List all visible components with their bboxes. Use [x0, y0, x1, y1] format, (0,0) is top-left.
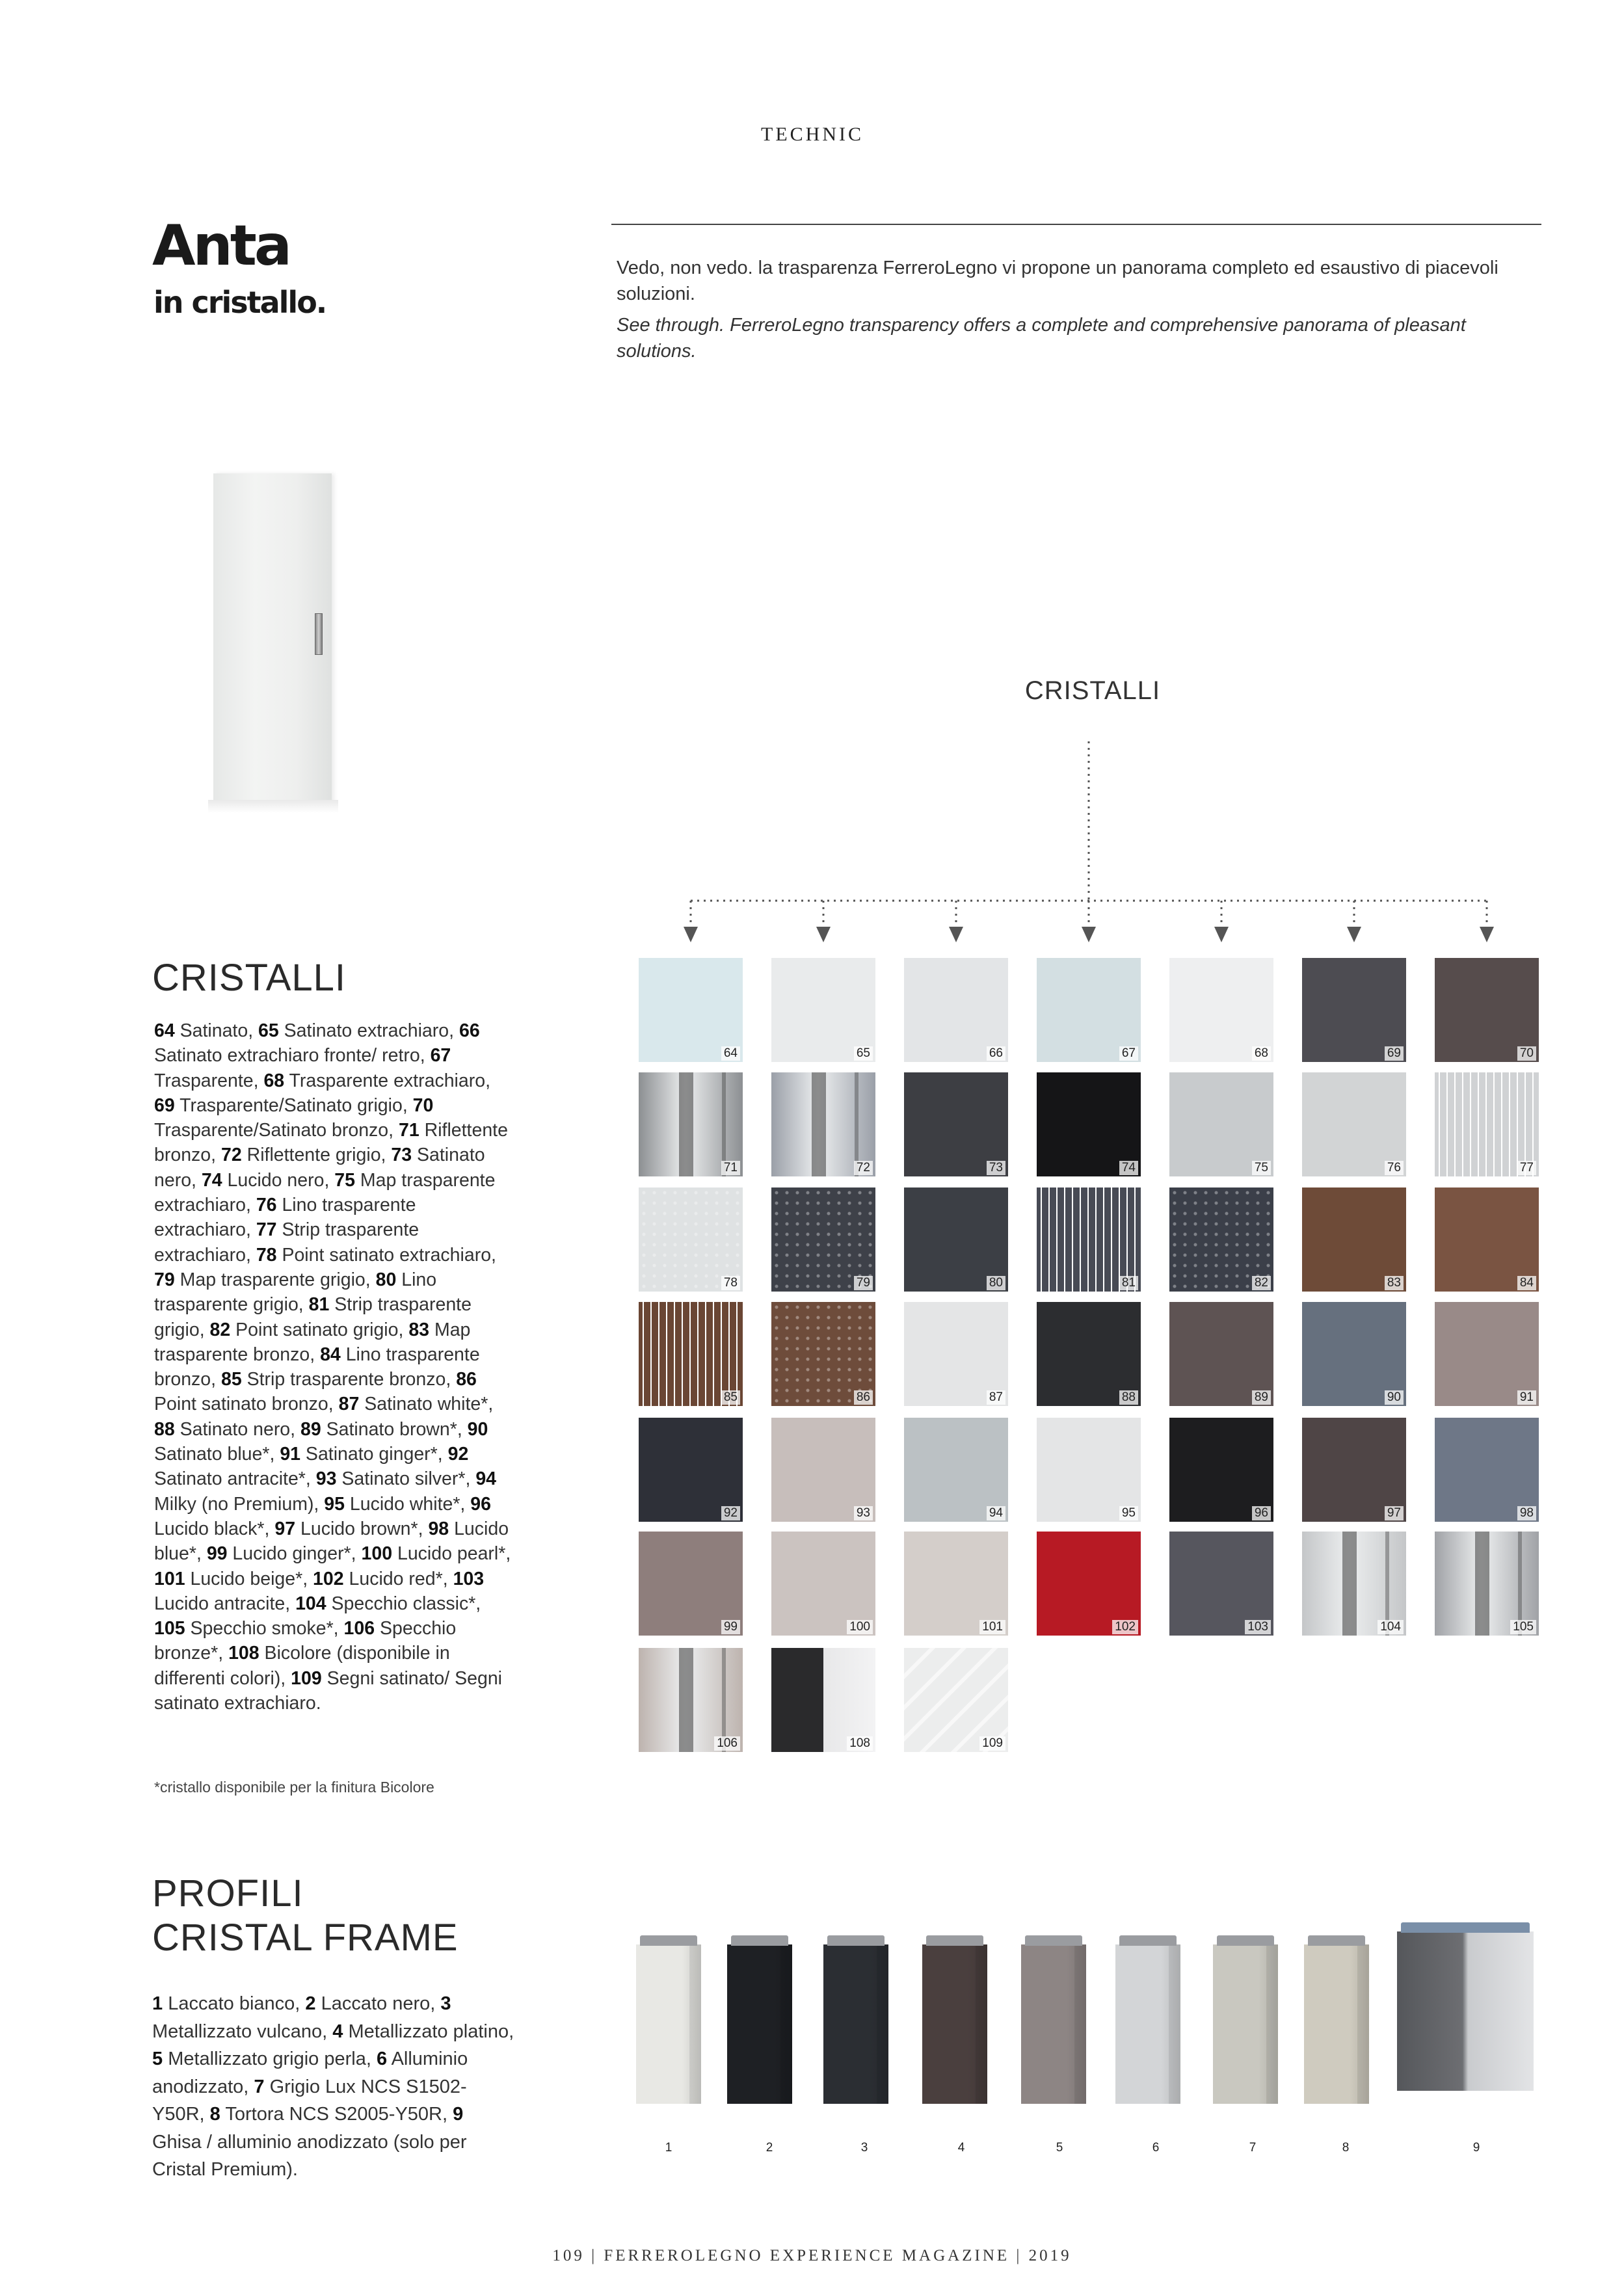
diagram-label: CRISTALLI — [1024, 676, 1161, 705]
cristallo-code: 79 — [154, 1269, 175, 1290]
cristallo-name: Lucido red*, — [343, 1568, 453, 1589]
cristallo-code: 77 — [256, 1219, 277, 1241]
profile-number: 8 — [1342, 2141, 1350, 2155]
swatch-80 — [904, 1187, 1008, 1292]
door-shadow — [208, 800, 338, 813]
magazine-name: FERREROLEGNO EXPERIENCE MAGAZINE — [604, 2247, 1010, 2264]
swatch-89 — [1169, 1302, 1273, 1406]
arrow-down-icon — [684, 927, 698, 942]
swatch-number: 90 — [1385, 1390, 1404, 1405]
cristallo-code: 84 — [320, 1344, 341, 1365]
cristalli-tree-diagram — [650, 735, 1509, 949]
swatch-number: 102 — [1112, 1620, 1138, 1634]
profile-sample-3 — [823, 1944, 888, 2104]
swatch-77 — [1435, 1072, 1539, 1176]
swatch-number: 81 — [1119, 1276, 1138, 1290]
footnote: *cristallo disponibile per la finitura Bicolore — [154, 1779, 434, 1796]
swatch-72 — [771, 1072, 875, 1176]
swatch-number: 91 — [1517, 1390, 1536, 1405]
cristallo-code: 90 — [467, 1418, 488, 1440]
cristallo-code: 83 — [408, 1319, 430, 1340]
arrow-down-icon — [1082, 927, 1096, 942]
cristallo-code: 68 — [263, 1070, 285, 1091]
swatch-number: 82 — [1252, 1276, 1271, 1290]
cristallo-code: 87 — [338, 1394, 360, 1415]
cristallo-name: Segni satinato/ Segni satinato extrachiaro. — [154, 1667, 502, 1714]
cristallo-name: Bicolore (disponibile in differenti colori), — [154, 1643, 450, 1689]
profile-number: 9 — [1472, 2141, 1480, 2155]
swatch-108 — [771, 1648, 875, 1752]
swatch-number: 109 — [979, 1736, 1005, 1751]
profile-top — [1119, 1935, 1177, 1946]
cristallo-name: Lucido nero, — [222, 1169, 335, 1191]
intro — [617, 255, 1540, 369]
profile-top — [1308, 1935, 1365, 1946]
cristallo-code: 71 — [399, 1120, 419, 1141]
cristallo-code: 91 — [280, 1444, 301, 1465]
swatch-number: 64 — [721, 1046, 740, 1061]
footer: 109 | FERREROLEGNO EXPERIENCE MAGAZINE | 2019 — [552, 2247, 1072, 2264]
swatch-number: 94 — [987, 1506, 1005, 1520]
swatch-79 — [771, 1187, 875, 1292]
swatch-number: 80 — [987, 1276, 1005, 1290]
swatch-86 — [771, 1302, 875, 1406]
cristallo-code: 65 — [258, 1020, 279, 1041]
profilo-name: Metallizzato vulcano, — [152, 2021, 333, 2042]
cristallo-code: 85 — [220, 1369, 242, 1390]
cristallo-name: Trasparente, — [154, 1070, 264, 1091]
profilo-name: Metallizzato grigio perla, — [163, 2049, 377, 2069]
swatch-101 — [904, 1532, 1008, 1636]
swatch-number: 77 — [1517, 1161, 1536, 1175]
profile-body — [1213, 1944, 1278, 2104]
cristallo-name: Satinato ginger*, — [300, 1444, 448, 1465]
cristallo-code: 72 — [220, 1145, 242, 1166]
profilo-name: Metallizzato platino, — [343, 2021, 514, 2042]
cristallo-code: 88 — [154, 1418, 175, 1440]
cristallo-name: Trasparente/Satinato grigio, — [174, 1094, 413, 1116]
cristallo-name: Trasparente extrachiaro, — [284, 1070, 490, 1091]
cristallo-code: 93 — [315, 1468, 337, 1490]
swatch-number: 99 — [721, 1620, 740, 1634]
swatch-71 — [639, 1072, 743, 1176]
cristalli-heading: CRISTALLI — [152, 957, 347, 999]
profilo-code: 2 — [305, 1993, 316, 2014]
profilo-code: 3 — [440, 1993, 451, 2014]
cristallo-name: Map trasparente extrachiaro, — [154, 1169, 496, 1216]
cristallo-name: Satinato silver*, — [336, 1468, 476, 1490]
cristallo-code: 96 — [470, 1493, 491, 1515]
swatch-number: 106 — [714, 1736, 740, 1751]
cristallo-code: 94 — [475, 1468, 497, 1490]
swatch-number: 71 — [721, 1161, 740, 1175]
profile-sample-6 — [1115, 1944, 1180, 2104]
page-title: Anta — [152, 213, 289, 278]
cristallo-name: Trasparente/Satinato bronzo, — [154, 1120, 399, 1141]
cristallo-code: 66 — [459, 1020, 480, 1041]
divider — [611, 224, 1541, 225]
swatch-100 — [771, 1532, 875, 1636]
swatch-92 — [639, 1418, 743, 1522]
cristallo-code: 92 — [447, 1444, 469, 1465]
cristallo-name: Map trasparente grigio, — [174, 1269, 376, 1290]
swatch-95 — [1037, 1418, 1141, 1522]
swatch-76 — [1302, 1072, 1406, 1176]
swatch-105 — [1435, 1532, 1539, 1636]
swatch-number: 68 — [1252, 1046, 1271, 1061]
arrow-down-icon — [949, 927, 963, 942]
swatch-number: 87 — [987, 1390, 1005, 1405]
swatch-78 — [639, 1187, 743, 1292]
profilo-name: Grigio Lux NCS S1502-Y50R, — [152, 2076, 467, 2125]
swatch-73 — [904, 1072, 1008, 1176]
profilo-name: Laccato nero, — [315, 1993, 441, 2014]
cristallo-name: Strip trasparente bronzo, — [241, 1369, 457, 1390]
profilo-code: 1 — [152, 1993, 163, 2014]
cristallo-code: 97 — [274, 1518, 296, 1539]
cristallo-code: 101 — [154, 1568, 185, 1589]
cristallo-name: Lino trasparente bronzo, — [154, 1344, 480, 1390]
cristallo-name: Satinato nero, — [154, 1145, 485, 1191]
cristallo-code: 69 — [154, 1094, 175, 1116]
cristallo-code: 102 — [313, 1568, 344, 1589]
swatch-number: 100 — [847, 1620, 873, 1634]
cristallo-name: Satinato white*, — [359, 1394, 494, 1415]
cristallo-code: 64 — [154, 1020, 175, 1041]
cristallo-name: Lucido ginger*, — [227, 1543, 362, 1565]
swatch-number: 108 — [847, 1736, 873, 1751]
cristallo-code: 95 — [324, 1493, 345, 1515]
cristallo-name: Lino trasparente grigio, — [154, 1269, 437, 1316]
cristallo-code: 100 — [361, 1543, 393, 1565]
arrow-down-icon — [1214, 927, 1229, 942]
profile-top — [1217, 1935, 1274, 1946]
swatch-number: 86 — [854, 1390, 873, 1405]
profile-number: 6 — [1152, 2141, 1160, 2155]
swatch-94 — [904, 1418, 1008, 1522]
swatch-93 — [771, 1418, 875, 1522]
door-image — [213, 473, 332, 806]
swatch-number: 74 — [1119, 1161, 1138, 1175]
arrow-down-icon — [816, 927, 831, 942]
profile-number: 5 — [1056, 2141, 1063, 2155]
profile-top — [1401, 1922, 1530, 1933]
swatch-81 — [1037, 1187, 1141, 1292]
cristallo-code: 103 — [453, 1568, 485, 1589]
profile-number: 3 — [860, 2141, 868, 2155]
swatch-109 — [904, 1648, 1008, 1752]
profile-number: 4 — [957, 2141, 965, 2155]
swatch-104 — [1302, 1532, 1406, 1636]
cristallo-name: Specchio classic*, — [326, 1593, 481, 1614]
swatch-number: 75 — [1252, 1161, 1271, 1175]
swatch-99 — [639, 1532, 743, 1636]
intro-english: See through. FerreroLegno transparency offers a complete and comprehensive panorama of pleasant solutions. — [617, 315, 1466, 362]
cristallo-code: 78 — [256, 1244, 277, 1266]
swatch-number: 95 — [1119, 1506, 1138, 1520]
swatch-number: 103 — [1245, 1620, 1271, 1634]
swatch-number: 69 — [1385, 1046, 1404, 1061]
swatch-number: 66 — [987, 1046, 1005, 1061]
cristallo-name: Riflettente grigio, — [241, 1145, 392, 1166]
profile-sample-5 — [1021, 1944, 1086, 2104]
cristallo-name: Lucido pearl*, — [392, 1543, 511, 1565]
profile-sample-8 — [1304, 1944, 1369, 2104]
swatch-number: 83 — [1385, 1276, 1404, 1290]
cristallo-name: Riflettente bronzo, — [154, 1120, 508, 1166]
profile-body — [727, 1944, 792, 2104]
profili-heading-line1: PROFILI — [152, 1872, 304, 1915]
swatch-69 — [1302, 958, 1406, 1062]
profile-body — [1021, 1944, 1086, 2104]
profilo-code: 8 — [209, 2104, 220, 2125]
profile-top — [640, 1935, 697, 1946]
cristallo-name: Satinato, — [174, 1020, 259, 1041]
cristallo-name: Satinato extrachiaro, — [278, 1020, 459, 1041]
arrow-down-icon — [1347, 927, 1361, 942]
cristallo-name: Lucido blue*, — [154, 1518, 509, 1565]
page-number: 109 — [552, 2247, 585, 2264]
arrow-down-icon — [1480, 927, 1494, 942]
swatch-number: 73 — [987, 1161, 1005, 1175]
cristallo-name: Lucido white*, — [344, 1493, 471, 1515]
profile-body — [1304, 1944, 1369, 2104]
cristallo-code: 105 — [154, 1618, 185, 1639]
cristallo-name: Lucido antracite, — [154, 1593, 296, 1614]
swatch-number: 101 — [979, 1620, 1005, 1634]
swatch-83 — [1302, 1187, 1406, 1292]
cristallo-code: 74 — [201, 1169, 222, 1191]
profile-sample-9 — [1397, 1931, 1534, 2091]
cristallo-code: 80 — [375, 1269, 397, 1290]
swatch-number: 76 — [1385, 1161, 1404, 1175]
cristallo-code: 104 — [295, 1593, 326, 1614]
cristallo-name: Lucido black*, — [154, 1518, 275, 1539]
cristallo-code: 70 — [412, 1094, 434, 1116]
cristallo-code: 106 — [343, 1618, 375, 1639]
cristallo-name: Point satinato grigio, — [230, 1319, 409, 1340]
cristallo-code: 89 — [300, 1418, 321, 1440]
cristallo-name: Point satinato bronzo, — [154, 1394, 339, 1415]
cristallo-code: 86 — [456, 1369, 477, 1390]
swatch-67 — [1037, 958, 1141, 1062]
swatch-87 — [904, 1302, 1008, 1406]
profilo-code: 9 — [453, 2104, 464, 2125]
swatch-88 — [1037, 1302, 1141, 1406]
profile-body — [823, 1944, 888, 2104]
swatch-number: 96 — [1252, 1506, 1271, 1520]
profile-body — [636, 1944, 701, 2104]
section-label: TECHNIC — [761, 124, 864, 145]
cristallo-name: Satinato brown*, — [321, 1418, 468, 1440]
cristallo-name: Lucido brown*, — [295, 1518, 429, 1539]
swatch-number: 72 — [854, 1161, 873, 1175]
swatch-66 — [904, 958, 1008, 1062]
cristallo-name: Satinato blue*, — [154, 1444, 280, 1465]
swatch-number: 78 — [721, 1276, 740, 1290]
cristallo-code: 75 — [334, 1169, 355, 1191]
profilo-code: 6 — [376, 2049, 388, 2069]
intro-italian: Vedo, non vedo. la trasparenza FerreroLegno vi propone un panorama completo ed esaustivo di piacevoli soluzioni. — [617, 258, 1498, 304]
profile-sample-2 — [727, 1944, 792, 2104]
profilo-name: Ghisa / alluminio anodizzato (solo per Cristal Premium). — [152, 2131, 467, 2180]
swatch-number: 89 — [1252, 1390, 1271, 1405]
cristallo-code: 67 — [430, 1045, 451, 1067]
profile-body — [1397, 1931, 1534, 2091]
profile-top — [1025, 1935, 1082, 1946]
cristallo-name: Map trasparente bronzo, — [154, 1319, 471, 1365]
swatch-97 — [1302, 1418, 1406, 1522]
swatch-number: 65 — [854, 1046, 873, 1061]
profilo-name: Tortora NCS S2005-Y50R, — [220, 2104, 453, 2125]
swatch-106 — [639, 1648, 743, 1752]
swatch-103 — [1169, 1532, 1273, 1636]
year: 2019 — [1028, 2247, 1072, 2264]
swatch-91 — [1435, 1302, 1539, 1406]
profilo-code: 4 — [332, 2021, 343, 2042]
swatch-84 — [1435, 1187, 1539, 1292]
swatch-number: 97 — [1385, 1506, 1404, 1520]
swatch-number: 85 — [721, 1390, 740, 1405]
cristallo-name: Satinato extrachiaro fronte/ retro, — [154, 1045, 431, 1067]
profili-description — [152, 1990, 516, 2184]
profile-body — [922, 1944, 987, 2104]
cristallo-code: 109 — [291, 1667, 322, 1689]
profile-number: 2 — [765, 2141, 773, 2155]
profile-number: 1 — [665, 2141, 672, 2155]
cristallo-name: Point satinato extrachiaro, — [276, 1244, 496, 1266]
profili-heading — [152, 1872, 459, 1960]
swatch-75 — [1169, 1072, 1273, 1176]
profilo-name: Alluminio anodizzato, — [152, 2049, 468, 2097]
swatch-82 — [1169, 1187, 1273, 1292]
cristallo-name: Specchio bronze*, — [154, 1618, 457, 1664]
swatch-64 — [639, 958, 743, 1062]
cristallo-name: Specchio smoke*, — [185, 1618, 344, 1639]
cristallo-name: Satinato nero, — [174, 1418, 300, 1440]
cristallo-name: Strip trasparente grigio, — [154, 1294, 472, 1340]
cristallo-name: Satinato antracite*, — [154, 1468, 316, 1490]
swatch-68 — [1169, 958, 1273, 1062]
cristallo-name: Strip trasparente extrachiaro, — [154, 1219, 419, 1266]
swatch-number: 67 — [1119, 1046, 1138, 1061]
swatch-number: 98 — [1517, 1506, 1536, 1520]
cristallo-code: 81 — [308, 1294, 330, 1316]
cristallo-code: 98 — [428, 1518, 449, 1539]
swatch-number: 93 — [854, 1506, 873, 1520]
swatch-98 — [1435, 1418, 1539, 1522]
profile-sample-1 — [636, 1944, 701, 2104]
swatch-number: 70 — [1517, 1046, 1536, 1061]
swatch-number: 88 — [1119, 1390, 1138, 1405]
profile-top — [926, 1935, 983, 1946]
profile-top — [827, 1935, 885, 1946]
cristallo-code: 73 — [391, 1145, 412, 1166]
profilo-name: Laccato bianco, — [163, 1993, 306, 2014]
swatch-70 — [1435, 958, 1539, 1062]
page-subtitle: in cristallo. — [153, 285, 326, 320]
profilo-code: 5 — [152, 2049, 163, 2069]
profile-top — [731, 1935, 788, 1946]
swatch-85 — [639, 1302, 743, 1406]
swatch-number: 79 — [854, 1276, 873, 1290]
profile-sample-7 — [1213, 1944, 1278, 2104]
profile-number: 7 — [1249, 2141, 1257, 2155]
swatch-number: 105 — [1510, 1620, 1536, 1634]
profile-body — [1115, 1944, 1180, 2104]
cristalli-description — [154, 1018, 516, 1716]
cristallo-name: Lino trasparente extrachiaro, — [154, 1195, 416, 1241]
cristallo-name: Lucido beige*, — [185, 1568, 313, 1589]
swatch-number: 84 — [1517, 1276, 1536, 1290]
swatch-number: 92 — [721, 1506, 740, 1520]
swatch-74 — [1037, 1072, 1141, 1176]
profilo-code: 7 — [254, 2076, 265, 2097]
cristallo-code: 108 — [228, 1643, 260, 1664]
cristallo-code: 99 — [206, 1543, 228, 1565]
swatch-65 — [771, 958, 875, 1062]
swatch-102 — [1037, 1532, 1141, 1636]
cristallo-name: Milky (no Premium), — [154, 1493, 325, 1515]
profili-heading-line2: CRISTAL FRAME — [152, 1917, 459, 1959]
door-handle — [315, 613, 323, 655]
profile-sample-4 — [922, 1944, 987, 2104]
cristallo-code: 76 — [256, 1195, 277, 1216]
swatch-number: 104 — [1378, 1620, 1404, 1634]
cristallo-code: 82 — [209, 1319, 231, 1340]
swatch-96 — [1169, 1418, 1273, 1522]
swatch-90 — [1302, 1302, 1406, 1406]
